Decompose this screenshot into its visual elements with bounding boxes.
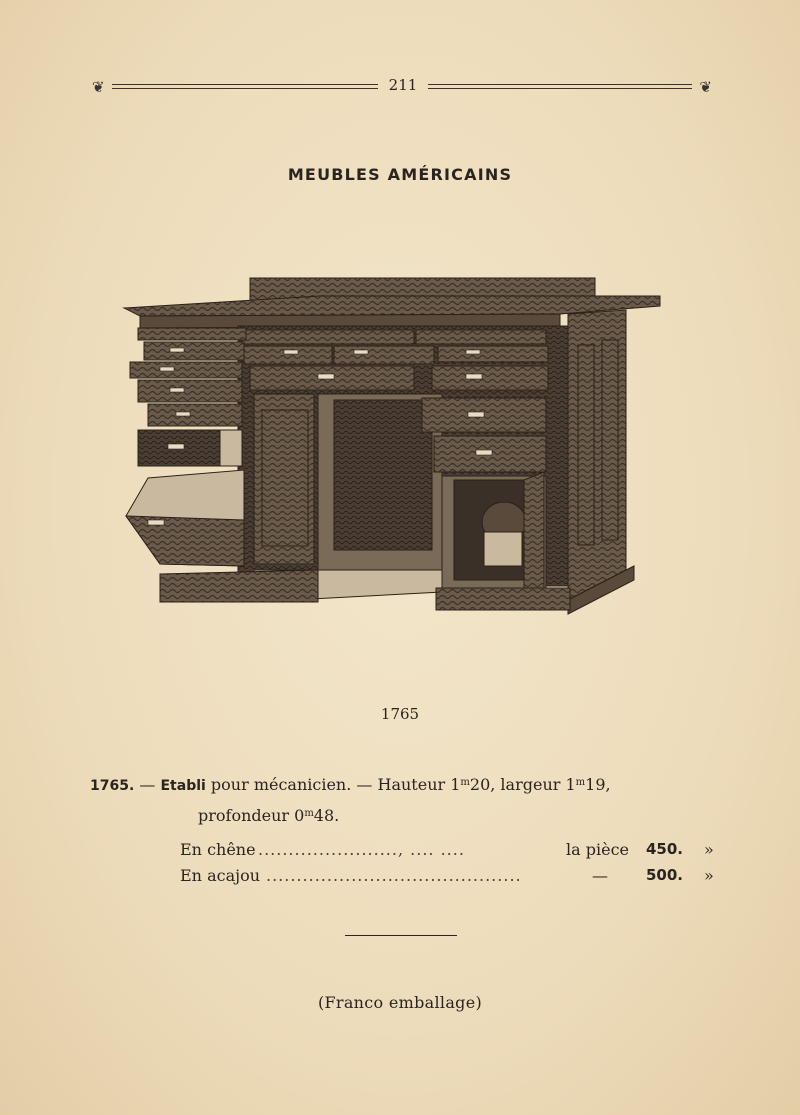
price-row-acajou [180,866,720,892]
item-dash: — [139,775,156,794]
header-rule-right [428,84,692,89]
item-width: 19, [585,775,611,794]
price-value: 500. [646,866,684,884]
item-height: 20, largeur 1 [469,775,576,794]
fleuron-right-icon: ❦ [699,78,712,96]
price-unit: la pièce [566,840,629,859]
price-suffix: » [704,866,714,885]
entry-line-2 [90,801,730,830]
item-desc-a: pour mécanicien. — Hauteur 1 [210,775,461,794]
page-title: MEUBLES AMÉRICAINS [287,165,513,184]
page-number: 211 [388,76,418,94]
sup-m3: m [304,808,314,819]
item-depth-a: profondeur 0 [198,806,305,825]
price-list [180,840,720,892]
item-depth-b: 48. [313,806,340,825]
figure-label: 1765 [380,705,420,723]
page-header [92,76,712,98]
price-label: En chêne [180,840,256,859]
fleuron-left-icon: ❦ [92,78,105,96]
sup-m2: m [575,777,586,788]
leader-dots: .......................................... [266,866,522,885]
entry-line-1 [90,770,730,801]
leader-dots: ......................., .... .... [258,840,465,859]
item-number: 1765. [90,778,135,794]
price-unit: — [592,866,608,885]
workbench-icon [120,270,680,630]
header-rule-left [112,84,378,89]
catalog-entry [90,770,730,830]
price-row-chene [180,840,720,866]
price-suffix: » [704,840,714,859]
price-value: 450. [646,840,684,858]
separator-rule [345,935,457,936]
price-label: En acajou [180,866,261,885]
footer-note: (Franco emballage) [317,993,483,1012]
sup-m1: m [460,777,470,788]
item-name: Etabli [160,778,206,794]
